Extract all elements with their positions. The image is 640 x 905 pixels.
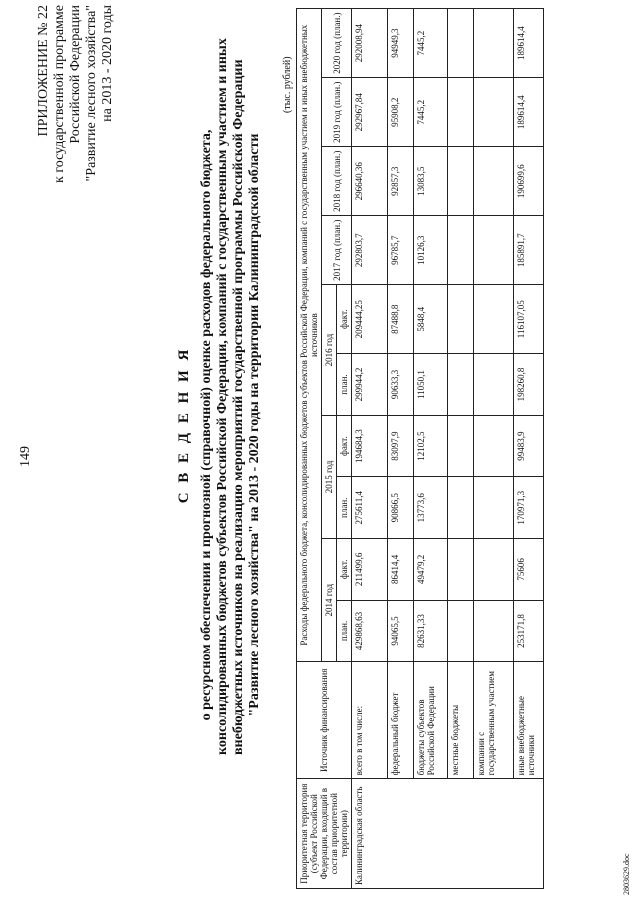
value-cell: [448, 539, 474, 601]
value-cell: 429868,63: [352, 600, 388, 662]
value-cell: 296640,36: [352, 147, 388, 216]
table-row: [414, 9, 448, 889]
value-cell: [474, 477, 514, 539]
header-plan: план.: [337, 354, 352, 416]
source-cell: всего в том числе:: [352, 662, 388, 779]
value-cell: [474, 285, 514, 354]
heading-line: "Развитие лесного хозяйства" на 2013 - 2020 годы на территории Калининградской области: [247, 133, 262, 717]
value-cell: 299944,2: [352, 354, 388, 416]
value-cell: 94065,5: [388, 600, 414, 662]
value-cell: 49479,2: [414, 539, 448, 601]
value-cell: 82631,33: [414, 600, 448, 662]
value-cell: 189614,4: [514, 9, 544, 78]
table-row: [474, 9, 514, 889]
value-cell: 95908,2: [388, 78, 414, 147]
value-cell: 198260,8: [514, 354, 544, 416]
value-cell: 86414,4: [388, 539, 414, 601]
header-fact: факт.: [337, 285, 352, 354]
header-year: 2017 год (план.): [322, 216, 352, 285]
source-cell: компании с государственным участием: [474, 662, 514, 779]
appendix-line: к государственной программе: [52, 5, 67, 183]
value-cell: 75606: [514, 539, 544, 601]
value-cell: 94949,3: [388, 9, 414, 78]
appendix-line: ПРИЛОЖЕНИЕ № 22: [36, 5, 51, 137]
value-cell: 7445,2: [414, 78, 448, 147]
value-cell: [474, 415, 514, 477]
value-cell: 190699,6: [514, 147, 544, 216]
value-cell: 10126,3: [414, 216, 448, 285]
source-cell: федеральный бюджет: [388, 662, 414, 779]
table-row: [448, 9, 474, 889]
document-heading: [176, 38, 263, 755]
header-row: [297, 9, 322, 889]
value-cell: [448, 147, 474, 216]
value-cell: 292008,94: [352, 9, 388, 78]
value-cell: 92857,3: [388, 147, 414, 216]
header-year: 2020 год (план.): [322, 9, 352, 78]
value-cell: [474, 354, 514, 416]
value-cell: 253171,8: [514, 600, 544, 662]
table-body: [352, 9, 544, 889]
value-cell: 209444,25: [352, 285, 388, 354]
value-cell: [448, 477, 474, 539]
table-row: [388, 9, 414, 889]
page-number: 149: [18, 446, 33, 467]
value-cell: 292967,84: [352, 78, 388, 147]
units-label: (тыс. рублей): [282, 56, 293, 113]
value-cell: [474, 600, 514, 662]
value-cell: 194684,3: [352, 415, 388, 477]
value-cell: 13773,6: [414, 477, 448, 539]
header-year: 2016 год: [322, 285, 337, 416]
value-cell: 90866,5: [388, 477, 414, 539]
value-cell: [448, 216, 474, 285]
heading-line: внебюджетных источников на реализацию мероприятий государственной программы Российской Федерации: [231, 59, 246, 755]
value-cell: [474, 78, 514, 147]
header-territory: Приоритетная территория (субъект Российской Федерации, входящий в состав приоритетной территории): [297, 779, 352, 889]
value-cell: 292803,7: [352, 216, 388, 285]
value-cell: 87488,8: [388, 285, 414, 354]
value-cell: 90633,3: [388, 354, 414, 416]
value-cell: 5848,4: [414, 285, 448, 354]
source-cell: иные внебюджетные источники: [514, 662, 544, 779]
territory-cell: Калининградская область: [352, 779, 544, 889]
header-plan: план.: [337, 600, 352, 662]
header-source: Источник финансирования: [297, 662, 352, 779]
header-year: 2015 год: [322, 415, 337, 538]
header-expenses: Расходы федерального бюджета, консолидированных бюджетов субъектов Российской Федерации, компаний с государственным участием и иных внебюджетных источников: [297, 9, 322, 662]
appendix-block: [36, 5, 116, 275]
value-cell: [448, 78, 474, 147]
value-cell: 211499,6: [352, 539, 388, 601]
value-cell: 96785,7: [388, 216, 414, 285]
value-cell: 7445,2: [414, 9, 448, 78]
value-cell: [448, 285, 474, 354]
appendix-line: на 2013 - 2020 годы: [100, 5, 115, 122]
header-year: 2019 год (план.): [322, 78, 352, 147]
value-cell: 170971,3: [514, 477, 544, 539]
header-plan: план.: [337, 477, 352, 539]
heading-line: о ресурсном обеспечении и прогнозной (справочной) оценке расходов федерального бюджета,: [199, 129, 214, 721]
value-cell: 99483,9: [514, 415, 544, 477]
value-cell: 83097,9: [388, 415, 414, 477]
value-cell: [448, 415, 474, 477]
source-cell: бюджеты субъектов Российской Федерации: [414, 662, 448, 779]
source-cell: местные бюджеты: [448, 662, 474, 779]
heading-line: консолидированных бюджетов субъектов Российской Федерации, компаний с государственным участием и иных: [215, 38, 230, 755]
header-fact: факт.: [337, 415, 352, 477]
header-year: 2014 год: [322, 539, 337, 662]
table-row: [514, 9, 544, 889]
value-cell: 185891,7: [514, 216, 544, 285]
heading-title: С В Е Д Е Н И Я: [176, 346, 192, 504]
value-cell: [474, 539, 514, 601]
value-cell: [474, 9, 514, 78]
value-cell: 11050,1: [414, 354, 448, 416]
appendix-line: "Развитие лесного хозяйства": [84, 5, 99, 182]
expenses-table: [296, 8, 544, 889]
value-cell: 13083,5: [414, 147, 448, 216]
table-row: [352, 9, 388, 889]
value-cell: [448, 600, 474, 662]
value-cell: 189614,4: [514, 78, 544, 147]
header-fact: факт.: [337, 539, 352, 601]
value-cell: [474, 216, 514, 285]
value-cell: [448, 9, 474, 78]
file-code: 2803629.doc: [622, 853, 631, 895]
value-cell: [448, 354, 474, 416]
value-cell: 116107,05: [514, 285, 544, 354]
value-cell: 12102,5: [414, 415, 448, 477]
appendix-line: Российской Федерации: [68, 5, 83, 144]
value-cell: 275611,4: [352, 477, 388, 539]
value-cell: [474, 147, 514, 216]
header-year: 2018 год (план.): [322, 147, 352, 216]
